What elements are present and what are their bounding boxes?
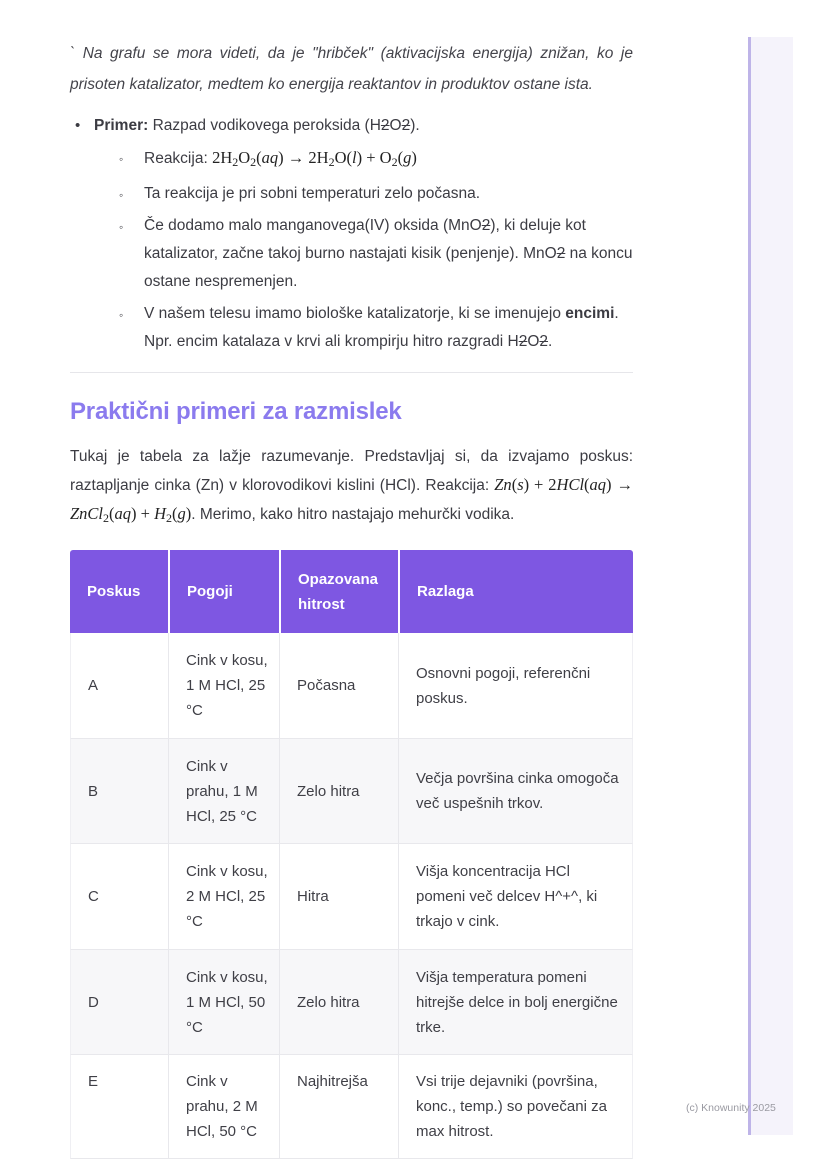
list-item-mno2 [70, 212, 633, 296]
text-segment: Razpad vodikovega peroksida (H [148, 117, 381, 134]
list-item-text [144, 305, 619, 350]
text-segment: 2 [328, 155, 335, 169]
table-row [70, 633, 633, 739]
text-segment: ) + [131, 504, 155, 523]
text-segment: . Npr. encim katalaza v krvi ali krompirju hitro razgradi H [144, 305, 619, 350]
table-header-cell: Razlaga [398, 550, 633, 633]
text-segment: g [177, 504, 186, 523]
circle-bullet-icon: ◦ [119, 220, 124, 234]
table-cell: Cink v kosu, 2 M HCl, 25 °C [168, 844, 279, 950]
section-heading: Praktični primeri za razmislek [70, 398, 402, 425]
table-cell: A [70, 633, 168, 739]
table-cell: Najhitrejša [279, 1055, 398, 1159]
section-divider [70, 372, 633, 373]
text-segment: Tukaj je tabela za lažje razumevanje. Predstavljaj si, da izvajamo poskus: raztapljanje cinka (Zn) v klorovodikovi kislini (HCl). Reakcija: [70, 448, 633, 494]
text-segment: s [517, 475, 524, 494]
table-header-cell: Pogoji [168, 550, 279, 633]
list-item-encimi [70, 300, 633, 356]
text-segment: ) + O [356, 148, 392, 167]
text-segment: ` Na grafu se mora videti, da je "hribček" (aktivacijska energija) znižan, ko je prisoten katalizator, medtem ko energija reaktantov in produktov ostane ista. [70, 45, 633, 93]
table-cell: C [70, 844, 168, 950]
text-segment: ) → 2H [278, 148, 329, 167]
table-cell: Osnovni pogoji, referenčni poskus. [398, 633, 633, 739]
text-segment: ). [410, 117, 420, 134]
text-segment: V našem telesu imamo biološke katalizatorje, ki se imenujejo [144, 305, 566, 322]
intro-note [70, 38, 633, 100]
table-cell: Cink v prahu, 2 M HCl, 50 °C [168, 1055, 279, 1159]
watermark: (c) Knowunity 2025 [686, 1102, 776, 1114]
text-segment: ( [584, 475, 590, 494]
text-segment: encimi [565, 305, 615, 322]
text-segment: Zn [494, 475, 512, 494]
text-segment: ) [185, 504, 192, 523]
table-row [70, 950, 633, 1055]
table-cell: Višja temperatura pomeni hitrejše delce in bolj energične trke. [398, 950, 633, 1055]
table-intro-paragraph [70, 443, 633, 532]
text-segment: 2 [232, 155, 239, 169]
list-item-reakcija [70, 144, 633, 176]
circle-bullet-icon: ◦ [119, 152, 124, 166]
text-segment: Ta reakcija je pri sobni temperaturi zelo počasna. [144, 185, 481, 202]
text-segment: 2 [166, 511, 173, 525]
text-segment: ) [411, 148, 417, 167]
text-segment: O [389, 117, 402, 134]
text-segment: O [527, 333, 540, 350]
table-cell: Hitra [279, 844, 398, 950]
text-segment: 2 [518, 333, 528, 350]
table-header-row [70, 550, 633, 633]
text-segment: O [238, 148, 251, 167]
table-cell: Vsi trije dejavniki (površina, konc., temp.) so povečani za max hitrost. [398, 1055, 633, 1159]
text-segment: ( [109, 504, 115, 523]
text-segment: Reakcija: [144, 150, 213, 167]
list-item-primer [70, 112, 633, 140]
table-row [70, 1055, 633, 1159]
table-row [70, 739, 633, 844]
list-item-pocasna [70, 180, 633, 208]
list-item-text [144, 217, 633, 290]
text-segment: ( [256, 148, 262, 167]
text-segment: ( [172, 504, 178, 523]
table-cell: Višja koncentracija HCl pomeni več delcev H^+^, ki trkajo v cink. [398, 844, 633, 950]
text-segment: 2 [250, 155, 257, 169]
table-cell: D [70, 950, 168, 1055]
table-header-cell: Opazovana hitrost [279, 550, 398, 633]
table-cell: Večja površina cinka omogoča več uspešnih trkov. [398, 739, 633, 844]
text-segment: aq [261, 148, 279, 167]
bullet-list [70, 112, 633, 356]
text-segment: 2 [556, 245, 566, 262]
text-segment: ) → [606, 475, 633, 494]
text-segment: 2 [391, 155, 398, 169]
table-row [70, 844, 633, 950]
table-head [70, 550, 633, 633]
scrollbar-strip[interactable] [748, 37, 793, 1135]
circle-bullet-icon: ◦ [119, 308, 124, 322]
text-segment: HCl [556, 475, 585, 494]
text-segment: aq [114, 504, 132, 523]
list-item-text [144, 150, 417, 167]
table-cell: B [70, 739, 168, 844]
text-segment: ( [511, 475, 518, 494]
table-cell: Zelo hitra [279, 739, 398, 844]
table-body [70, 633, 633, 1159]
text-segment: ( [397, 148, 404, 167]
text-segment: Primer: [94, 117, 149, 134]
table-cell: E [70, 1055, 168, 1159]
text-segment: 2 [539, 333, 549, 350]
text-segment: 2 [481, 217, 491, 234]
list-item-text [94, 117, 420, 134]
document-content [70, 0, 633, 1159]
text-segment: aq [589, 475, 607, 494]
text-segment: 2 [401, 117, 411, 134]
table-cell: Cink v kosu, 1 M HCl, 25 °C [168, 633, 279, 739]
bullet-icon: • [75, 117, 81, 134]
table-header-cell: Poskus [70, 550, 168, 633]
text-segment: l [352, 148, 357, 167]
table-cell: Zelo hitra [279, 950, 398, 1055]
table-cell: Cink v prahu, 1 M HCl, 25 °C [168, 739, 279, 844]
text-segment: 2 [103, 511, 110, 525]
text-segment: ZnCl [70, 504, 104, 523]
text-segment: . [548, 333, 553, 350]
text-segment: Če dodamo malo manganovega(IV) oksida (MnO [144, 217, 482, 234]
text-segment: ) + 2 [523, 475, 557, 494]
text-segment: ), ki deluje kot katalizator, začne takoj burno nastajati kisik (penjenje). MnO [144, 217, 586, 262]
text-segment: 2H [212, 148, 233, 167]
experiments-table [70, 550, 633, 1159]
text-segment: g [403, 148, 412, 167]
text-segment: . Merimo, kako hitro nastajajo mehurčki vodika. [191, 506, 515, 523]
text-segment: H [154, 504, 167, 523]
text-segment: na koncu ostane nespremenjen. [144, 245, 633, 290]
table-cell: Počasna [279, 633, 398, 739]
circle-bullet-icon: ◦ [119, 188, 124, 202]
table-cell: Cink v kosu, 1 M HCl, 50 °C [168, 950, 279, 1055]
list-item-text [144, 185, 480, 202]
sub-bullet-list [70, 144, 633, 356]
text-segment: O( [334, 148, 352, 167]
text-segment: 2 [380, 117, 390, 134]
